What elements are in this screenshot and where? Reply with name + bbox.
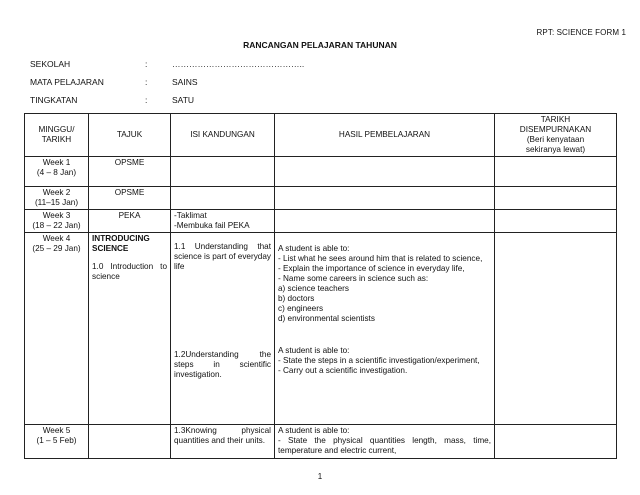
table-row <box>25 157 617 187</box>
content-item: 1.2Understanding the steps in scientific investigation. <box>174 350 271 379</box>
content-cell <box>171 210 275 233</box>
header-completion-date <box>495 114 617 157</box>
topic-cell: OPSME <box>89 157 171 187</box>
content-line: -Taklimat <box>174 211 207 220</box>
week-label: Week 3 <box>42 211 71 220</box>
info-colon: : <box>145 95 148 105</box>
header-text: MINGGU/ <box>38 125 75 134</box>
outcome-intro: A student is able to: <box>278 346 350 355</box>
header-text: TARIKH <box>41 135 72 144</box>
table-row <box>25 233 617 425</box>
spacer <box>92 254 167 262</box>
content-cell <box>171 233 275 425</box>
topic-cell: PEKA <box>89 210 171 233</box>
content-item: 1.1 Understanding that science is part of everyday life <box>174 242 271 271</box>
week-cell <box>25 187 89 210</box>
topic-cell: OPSME <box>89 187 171 210</box>
table-row <box>25 187 617 210</box>
week-date: (4 – 8 Jan) <box>36 168 77 177</box>
info-label: MATA PELAJARAN <box>30 77 104 87</box>
outcome-cell <box>275 425 495 459</box>
table-header-row <box>25 114 617 157</box>
outcome-cell <box>275 157 495 187</box>
outcome-item: a) science teachers <box>278 284 349 293</box>
completion-cell <box>495 210 617 233</box>
week-date: (18 – 22 Jan) <box>32 221 81 230</box>
week-date: (11–15 Jan) <box>34 198 79 207</box>
completion-cell <box>495 157 617 187</box>
spacer <box>278 234 491 244</box>
week-date: (25 – 29 Jan) <box>32 244 81 253</box>
header-text: sekiranya lewat) <box>525 145 586 154</box>
info-value: SATU <box>172 95 195 105</box>
header-content: ISI KANDUNGAN <box>171 114 275 157</box>
week-label: Week 2 <box>42 188 71 197</box>
outcome-item: - Name some careers in science such as: <box>278 274 429 283</box>
completion-cell <box>495 187 617 210</box>
completion-cell <box>495 425 617 459</box>
document-title: RANCANGAN PELAJARAN TAHUNAN <box>243 40 397 50</box>
outcome-item: d) environmental scientists <box>278 314 375 323</box>
header-reference: RPT: SCIENCE FORM 1 <box>536 28 626 37</box>
outcome-cell <box>275 210 495 233</box>
spacer <box>278 324 491 346</box>
content-cell <box>171 187 275 210</box>
topic-title: INTRODUCING <box>92 234 150 243</box>
header-text: (Beri kenyataan <box>526 135 585 144</box>
outcome-item: c) engineers <box>278 304 324 313</box>
outcome-item: - State the physical quantities length, mass, time, temperature and electric current, <box>278 436 491 455</box>
content-cell <box>171 425 275 459</box>
week-cell <box>25 210 89 233</box>
topic-title: SCIENCE <box>92 244 129 253</box>
content-line: -Membuka fail PEKA <box>174 221 250 230</box>
week-cell <box>25 233 89 425</box>
info-colon: : <box>145 77 148 87</box>
topic-cell <box>89 425 171 459</box>
header-text: TARIKH <box>540 115 571 124</box>
outcome-item: - Explain the importance of science in everyday life, <box>278 264 465 273</box>
week-label: Week 1 <box>42 158 71 167</box>
lesson-plan-table <box>24 113 617 459</box>
header-outcomes: HASIL PEMBELAJARAN <box>275 114 495 157</box>
table-row <box>25 210 617 233</box>
outcome-item: - State the steps in a scientific investigation/experiment, <box>278 356 480 365</box>
outcome-item: b) doctors <box>278 294 315 303</box>
outcome-item: - List what he sees around him that is related to science, <box>278 254 483 263</box>
topic-cell <box>89 233 171 425</box>
content-cell <box>171 157 275 187</box>
info-colon: : <box>145 59 148 69</box>
week-cell <box>25 425 89 459</box>
spacer <box>174 234 271 242</box>
outcome-item: - Carry out a scientific investigation. <box>278 366 408 375</box>
header-topic: TAJUK <box>89 114 171 157</box>
outcome-intro: A student is able to: <box>278 426 350 435</box>
week-label: Week 4 <box>42 234 71 243</box>
info-label: SEKOLAH <box>30 59 71 69</box>
content-item: 1.3Knowing physical quantities and their units. <box>174 426 271 445</box>
subtopic: 1.0 Introduction to science <box>92 262 167 281</box>
outcome-cell <box>275 233 495 425</box>
info-value: ……………………………………….. <box>172 59 305 69</box>
week-cell <box>25 157 89 187</box>
header-text: DISEMPURNAKAN <box>519 125 592 134</box>
info-label: TINGKATAN <box>30 95 78 105</box>
outcome-cell <box>275 187 495 210</box>
table-row <box>25 425 617 459</box>
page-number: 1 <box>317 472 323 481</box>
completion-cell <box>495 233 617 425</box>
info-value: SAINS <box>172 77 198 87</box>
week-label: Week 5 <box>42 426 71 435</box>
outcome-intro: A student is able to: <box>278 244 350 253</box>
spacer <box>174 272 271 350</box>
header-week <box>25 114 89 157</box>
week-date: (1 – 5 Feb) <box>36 436 77 445</box>
